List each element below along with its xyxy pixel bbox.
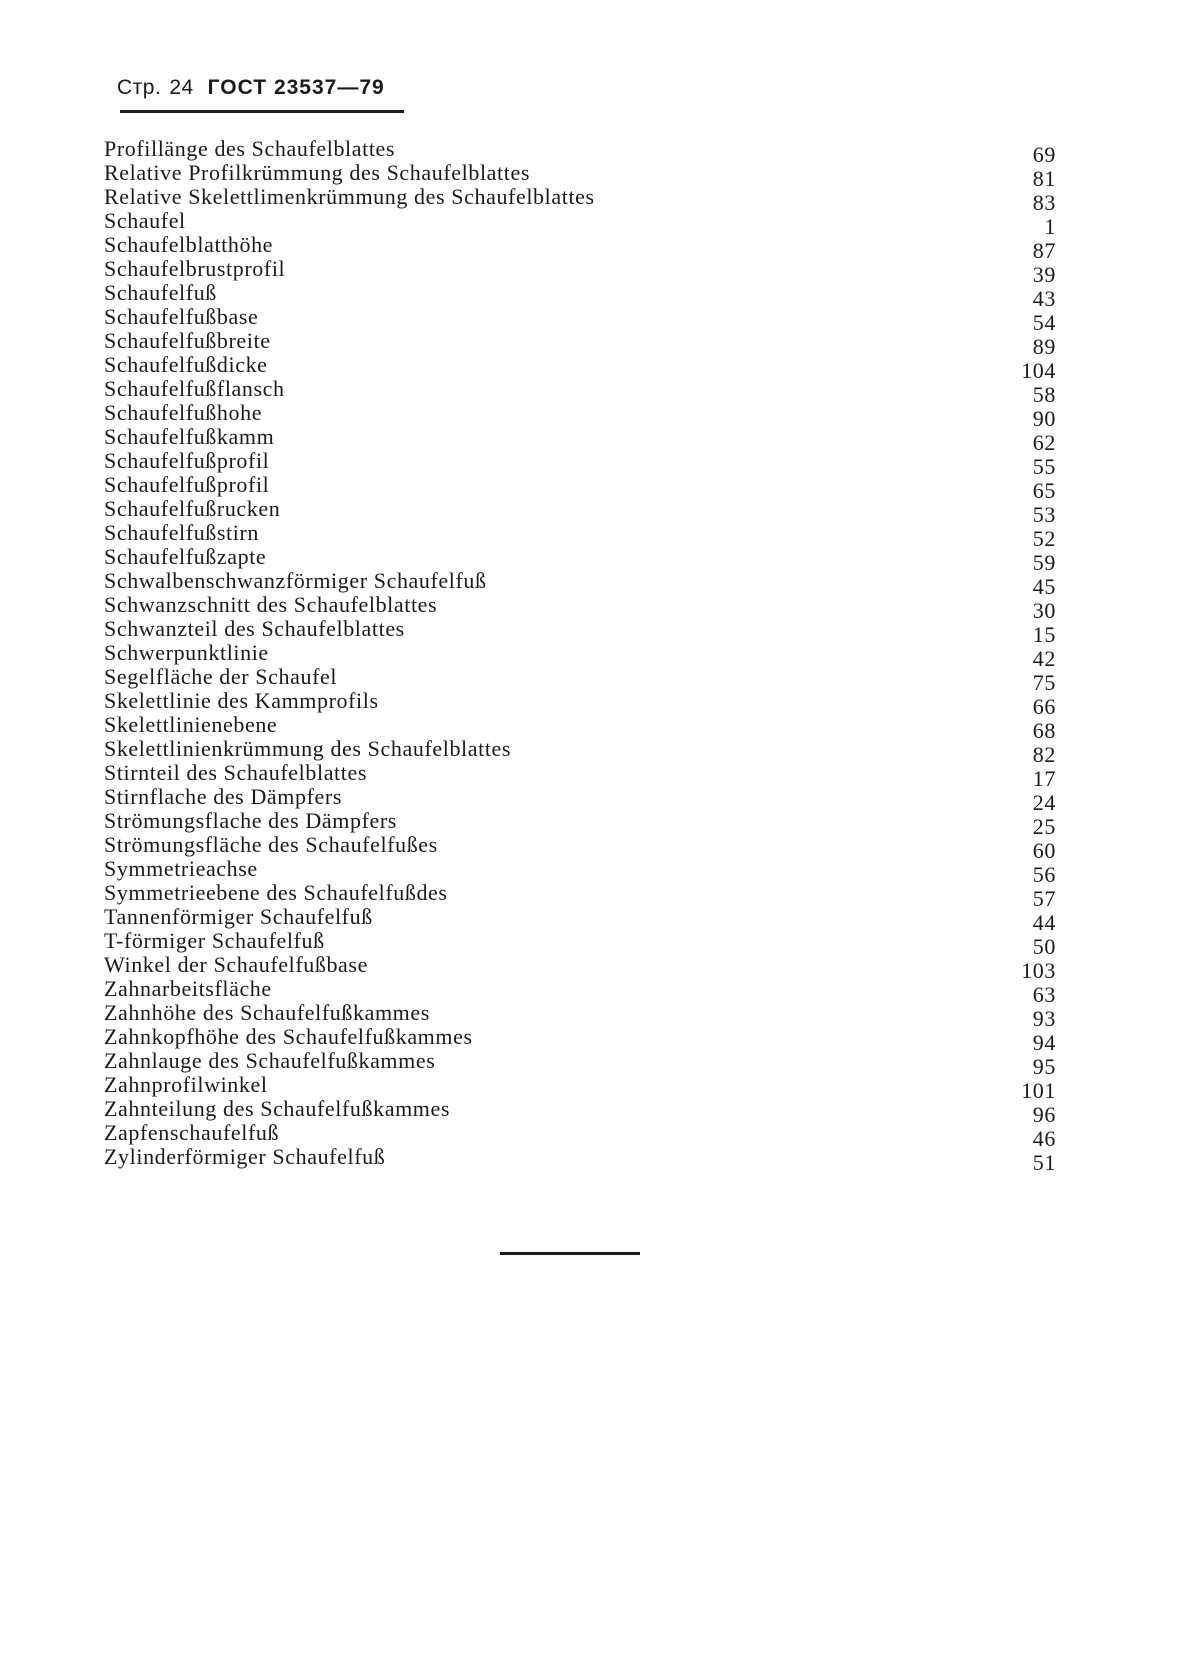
index-entry — [104, 424, 1056, 455]
index-entry — [104, 448, 1056, 479]
index-term: Schaufelfußprofil — [104, 448, 270, 473]
index-term: Zahnkopfhöhe des Schaufelfußkammes — [104, 1024, 473, 1049]
index-entry — [104, 976, 1056, 1007]
standard-designation: ГОСТ 23537—79 — [207, 76, 385, 99]
index-term-number: 75 — [1032, 670, 1056, 695]
page-number: 24 — [169, 76, 194, 99]
index-term: Schwalbenschwanzförmiger Schaufelfuß — [104, 568, 487, 593]
index-term: Segelfläche der Schaufel — [104, 664, 338, 689]
index-entry — [104, 1144, 1056, 1175]
index-entry — [104, 760, 1056, 791]
index-entry — [104, 160, 1056, 191]
index-entry — [104, 592, 1056, 623]
index-term-number: 62 — [1032, 430, 1056, 455]
index-term-number: 87 — [1032, 238, 1056, 263]
index-entry — [104, 136, 1056, 167]
index-term: Strömungsflache des Dämpfers — [104, 808, 397, 833]
index-entry — [104, 784, 1056, 815]
index-term: Stirnteil des Schaufelblattes — [104, 760, 368, 785]
index-entry — [104, 496, 1056, 527]
index-list — [104, 136, 1056, 1175]
index-entry — [104, 544, 1056, 575]
index-entry — [104, 832, 1056, 863]
index-entry — [104, 1120, 1056, 1151]
index-term-number: 53 — [1032, 502, 1056, 527]
index-term-number: 55 — [1032, 454, 1056, 479]
index-term: Zahnprofilwinkel — [104, 1072, 268, 1097]
index-term: Schaufelfuß — [104, 280, 217, 305]
index-term: Winkel der Schaufelfußbase — [104, 952, 368, 977]
index-term: Relative Skelettlimenkrümmung des Schaufelblattes — [104, 184, 595, 209]
index-term-number: 95 — [1032, 1054, 1056, 1079]
index-term: Schaufelfußrucken — [104, 496, 281, 521]
index-term-number: 56 — [1032, 862, 1056, 887]
index-term: Schaufelbrustprofil — [104, 256, 286, 281]
index-term: Relative Profilkrümmung des Schaufelblattes — [104, 160, 530, 185]
index-entry — [104, 352, 1056, 383]
index-term: Schaufelfußflansch — [104, 376, 285, 401]
index-term-number: 44 — [1032, 910, 1056, 935]
index-term-number: 24 — [1032, 790, 1056, 815]
index-entry — [104, 880, 1056, 911]
index-term: Zahnhöhe des Schaufelfußkammes — [104, 1000, 430, 1025]
index-term-number: 69 — [1032, 142, 1056, 167]
index-term: Zahnlauge des Schaufelfußkammes — [104, 1048, 436, 1073]
index-term-number: 90 — [1032, 406, 1056, 431]
index-term-number: 51 — [1032, 1150, 1056, 1175]
index-term: Schwerpunktlinie — [104, 640, 269, 665]
index-term: Schaufelfußbreite — [104, 328, 271, 353]
index-entry — [104, 376, 1056, 407]
index-term: Tannenförmiger Schaufelfuß — [104, 904, 373, 929]
index-term-number: 45 — [1032, 574, 1056, 599]
index-entry — [104, 184, 1056, 215]
index-entry — [104, 520, 1056, 551]
index-entry — [104, 952, 1056, 983]
index-term: Schaufelfußzapte — [104, 544, 267, 569]
index-term-number: 82 — [1032, 742, 1056, 767]
index-entry — [104, 616, 1056, 647]
index-entry — [104, 640, 1056, 671]
index-term-number: 63 — [1032, 982, 1056, 1007]
index-term: Zapfenschaufelfuß — [104, 1120, 280, 1145]
index-entry — [104, 1096, 1056, 1127]
index-term: Schaufelfußkamm — [104, 424, 275, 449]
index-term: Skelettlinie des Kammprofils — [104, 688, 379, 713]
index-term-number: 101 — [1021, 1078, 1056, 1103]
index-entry — [104, 664, 1056, 695]
index-term-number: 83 — [1032, 190, 1056, 215]
index-entry — [104, 304, 1056, 335]
index-term-number: 103 — [1021, 958, 1056, 983]
index-term-number: 46 — [1032, 1126, 1056, 1151]
index-term-number: 1 — [1044, 214, 1056, 239]
index-term-number: 81 — [1032, 166, 1056, 191]
index-entry — [104, 856, 1056, 887]
index-term-number: 39 — [1032, 262, 1056, 287]
index-entry — [104, 1072, 1056, 1103]
index-term-number: 43 — [1032, 286, 1056, 311]
index-entry — [104, 568, 1056, 599]
end-rule — [500, 1252, 640, 1255]
index-entry — [104, 256, 1056, 287]
index-entry — [104, 928, 1056, 959]
header-rule — [120, 110, 404, 113]
index-term-number: 50 — [1032, 934, 1056, 959]
index-term-number: 17 — [1032, 766, 1056, 791]
index-entry — [104, 232, 1056, 263]
index-term-number: 94 — [1032, 1030, 1056, 1055]
index-term-number: 15 — [1032, 622, 1056, 647]
index-term-number: 30 — [1032, 598, 1056, 623]
index-entry — [104, 688, 1056, 719]
index-term-number: 54 — [1032, 310, 1056, 335]
index-term: Schwanzteil des Schaufelblattes — [104, 616, 405, 641]
index-term: Zylinderförmiger Schaufelfuß — [104, 1144, 386, 1169]
page-label: Стр. — [117, 76, 162, 99]
index-term-number: 58 — [1032, 382, 1056, 407]
index-entry — [104, 712, 1056, 743]
index-term-number: 59 — [1032, 550, 1056, 575]
index-entry — [104, 208, 1056, 239]
index-term: Schaufelfußhohe — [104, 400, 263, 425]
index-term: Stirnflache des Dämpfers — [104, 784, 342, 809]
index-term-number: 42 — [1032, 646, 1056, 671]
index-term-number: 65 — [1032, 478, 1056, 503]
index-term: Zahnteilung des Schaufelfußkammes — [104, 1096, 451, 1121]
index-term-number: 60 — [1032, 838, 1056, 863]
index-entry — [104, 328, 1056, 359]
index-term-number: 104 — [1021, 358, 1056, 383]
index-entry — [104, 1000, 1056, 1031]
index-entry — [104, 1024, 1056, 1055]
index-term-number: 52 — [1032, 526, 1056, 551]
index-entry — [104, 736, 1056, 767]
index-entry — [104, 808, 1056, 839]
index-term: Schaufelfußdicke — [104, 352, 268, 377]
index-term: Symmetrieachse — [104, 856, 258, 881]
index-term: Schaufelblatthöhe — [104, 232, 274, 257]
index-term-number: 93 — [1032, 1006, 1056, 1031]
page-header — [117, 76, 385, 100]
index-entry — [104, 400, 1056, 431]
index-entry — [104, 280, 1056, 311]
index-term: Schaufelfußstirn — [104, 520, 260, 545]
index-term: Profillänge des Schaufelblattes — [104, 136, 396, 161]
index-term: Skelettlinienkrümmung des Schaufelblattes — [104, 736, 512, 761]
index-term-number: 66 — [1032, 694, 1056, 719]
index-term-number: 57 — [1032, 886, 1056, 911]
index-term-number: 89 — [1032, 334, 1056, 359]
index-term: T-förmiger Schaufelfuß — [104, 928, 325, 953]
index-term-number: 25 — [1032, 814, 1056, 839]
index-term: Symmetrieebene des Schaufelfußdes — [104, 880, 448, 905]
index-term-number: 96 — [1032, 1102, 1056, 1127]
index-term: Skelettlinienebene — [104, 712, 278, 737]
index-term: Schaufel — [104, 208, 186, 233]
index-term: Schaufelfußprofil — [104, 472, 270, 497]
index-entry — [104, 472, 1056, 503]
index-term-number: 68 — [1032, 718, 1056, 743]
index-term: Schwanzschnitt des Schaufelblattes — [104, 592, 438, 617]
index-entry — [104, 904, 1056, 935]
index-entry — [104, 1048, 1056, 1079]
index-term: Zahnarbeitsfläche — [104, 976, 272, 1001]
index-term: Strömungsfläche des Schaufelfußes — [104, 832, 438, 857]
index-term: Schaufelfußbase — [104, 304, 259, 329]
